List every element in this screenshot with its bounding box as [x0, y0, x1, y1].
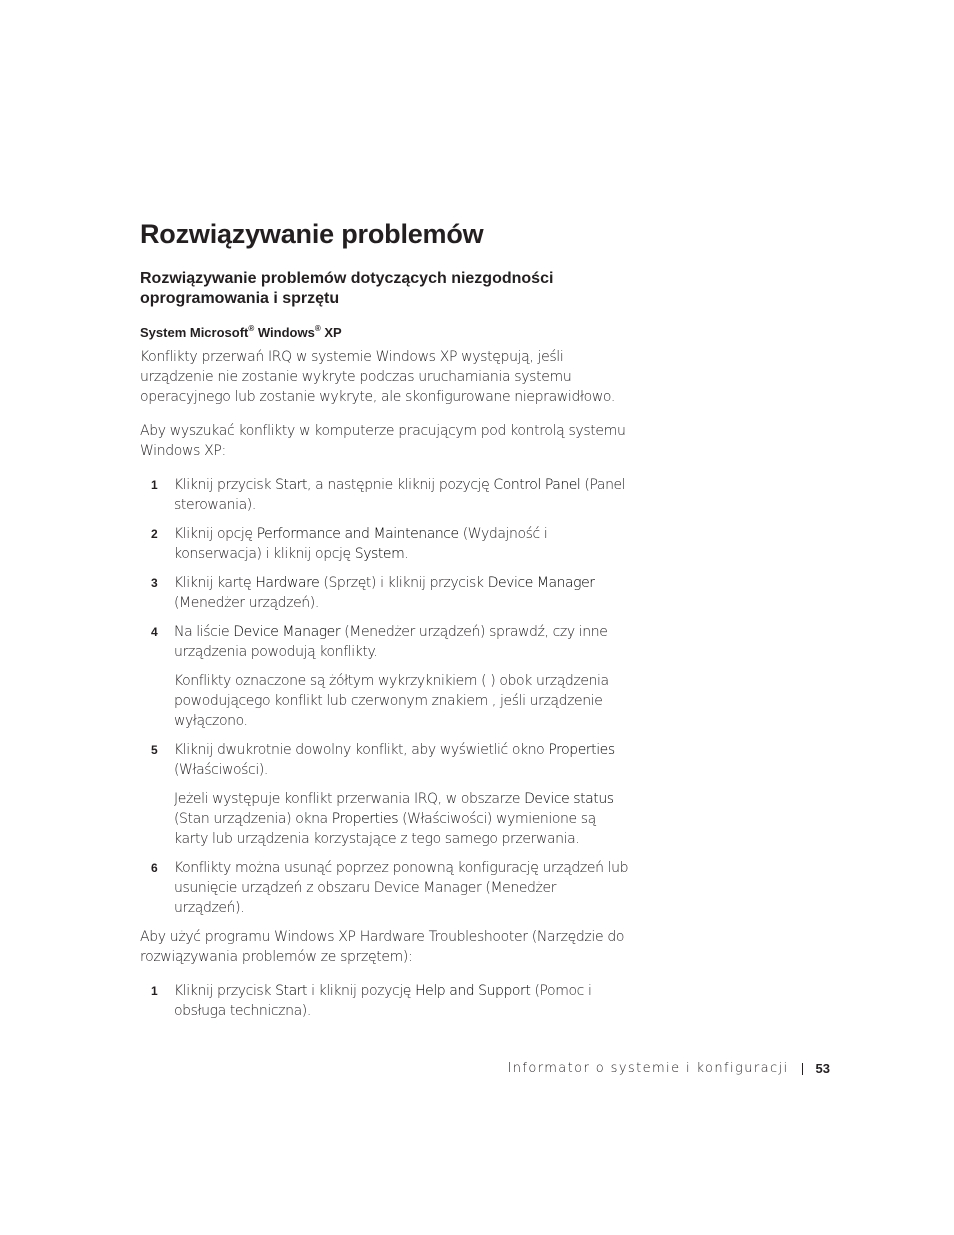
intro-paragraph: Aby użyć programu Windows XP Hardware Troubleshooter (Narzędzie do rozwiązywania problemów ze sprzętem):: [140, 929, 625, 965]
step-item: [140, 622, 630, 731]
step-item: [140, 858, 630, 918]
step-note: Jeżeli występuje konflikt przerwania IRQ, w obszarze Device status (Stan urządzenia) okna Properties (Właściwości) wymienione są karty lub urządzenia korzystające z tego samego przerwania.: [174, 791, 614, 847]
step-number: 6: [151, 861, 158, 875]
step-item: [140, 524, 630, 564]
step-number: 1: [151, 478, 158, 492]
section-heading: Rozwiązywanie problemów dotyczących niezgodności oprogramowania i sprzętu: [140, 270, 554, 307]
registered-mark: ®: [314, 324, 321, 333]
footer-separator: [802, 1063, 803, 1075]
ui-term: Help and Support: [415, 983, 531, 999]
ui-term: Device status: [524, 791, 614, 807]
page-content: [140, 216, 630, 1030]
step-text: Kliknij kartę Hardware (Sprzęt) i kliknij przycisk Device Manager (Menedżer urządzeń).: [174, 575, 595, 611]
ui-term: Start: [275, 477, 308, 493]
footer-title: Informator o systemie i konfiguracji: [507, 1061, 789, 1076]
steps-list: [140, 981, 630, 1021]
registered-mark: ®: [248, 324, 255, 333]
subsection-suffix: XP: [320, 325, 342, 340]
ui-term: Hardware: [255, 575, 320, 591]
ui-term: Start: [275, 983, 308, 999]
step-number: 1: [151, 984, 158, 998]
step-number: 4: [151, 625, 158, 639]
step-text: Kliknij przycisk Start, a następnie kliknij pozycję Control Panel (Panel sterowania).: [174, 477, 626, 513]
step-item: [140, 573, 630, 613]
step-number: 3: [151, 576, 158, 590]
ui-term: Performance and Maintenance: [256, 526, 459, 542]
step-text: Kliknij dwukrotnie dowolny konflikt, aby wyświetlić okno Properties (Właściwości).: [174, 742, 615, 778]
subsection-prefix: System Microsoft: [140, 325, 249, 340]
ui-term: Properties: [331, 811, 399, 827]
step-item: [140, 740, 630, 849]
page-footer: [508, 1059, 831, 1079]
step-item: [140, 475, 630, 515]
ui-term: Device Manager: [487, 575, 595, 591]
step-item: [140, 981, 630, 1021]
subsection-middle: Windows: [254, 325, 315, 340]
ui-term: System: [354, 546, 405, 562]
step-text: Kliknij opcję Performance and Maintenance (Wydajność i konserwacja) i kliknij opcję System.: [174, 526, 548, 562]
page-title: Rozwiązywanie problemów: [140, 219, 484, 249]
ui-term: Properties: [548, 742, 615, 758]
intro-paragraph: Konflikty przerwań IRQ w systemie Windows XP występują, jeśli urządzenie nie zostanie wykryte podczas uruchamiania systemu operacyjnego lub zostanie wykryte, ale skonfigurowane nieprawidłowo.: [140, 349, 615, 405]
step-number: 2: [151, 527, 158, 541]
steps-list: [140, 475, 630, 918]
subsection-heading: [140, 324, 630, 342]
step-note: Konflikty oznaczone są żółtym wykrzyknikiem ( ) obok urządzenia powodującego konflikt lub czerwonym znakiem , jeśli urządzenie wyłączono.: [174, 673, 609, 729]
intro-paragraph: Aby wyszukać konflikty w komputerze pracującym pod kontrolą systemu Windows XP:: [140, 423, 626, 459]
step-text: Kliknij przycisk Start i kliknij pozycję Help and Support (Pomoc i obsługa techniczna).: [174, 983, 592, 1019]
step-text: Konflikty można usunąć poprzez ponowną konfigurację urządzeń lub usunięcie urządzeń z obszaru Device Manager (Menedżer urządzeń).: [174, 860, 629, 916]
ui-term: Device Manager: [233, 624, 341, 640]
ui-term: Control Panel: [493, 477, 581, 493]
step-number: 5: [151, 743, 158, 757]
step-text: Na liście Device Manager (Menedżer urządzeń) sprawdź, czy inne urządzenia powodują konflikty.: [174, 624, 608, 660]
page-number: 53: [815, 1061, 830, 1076]
